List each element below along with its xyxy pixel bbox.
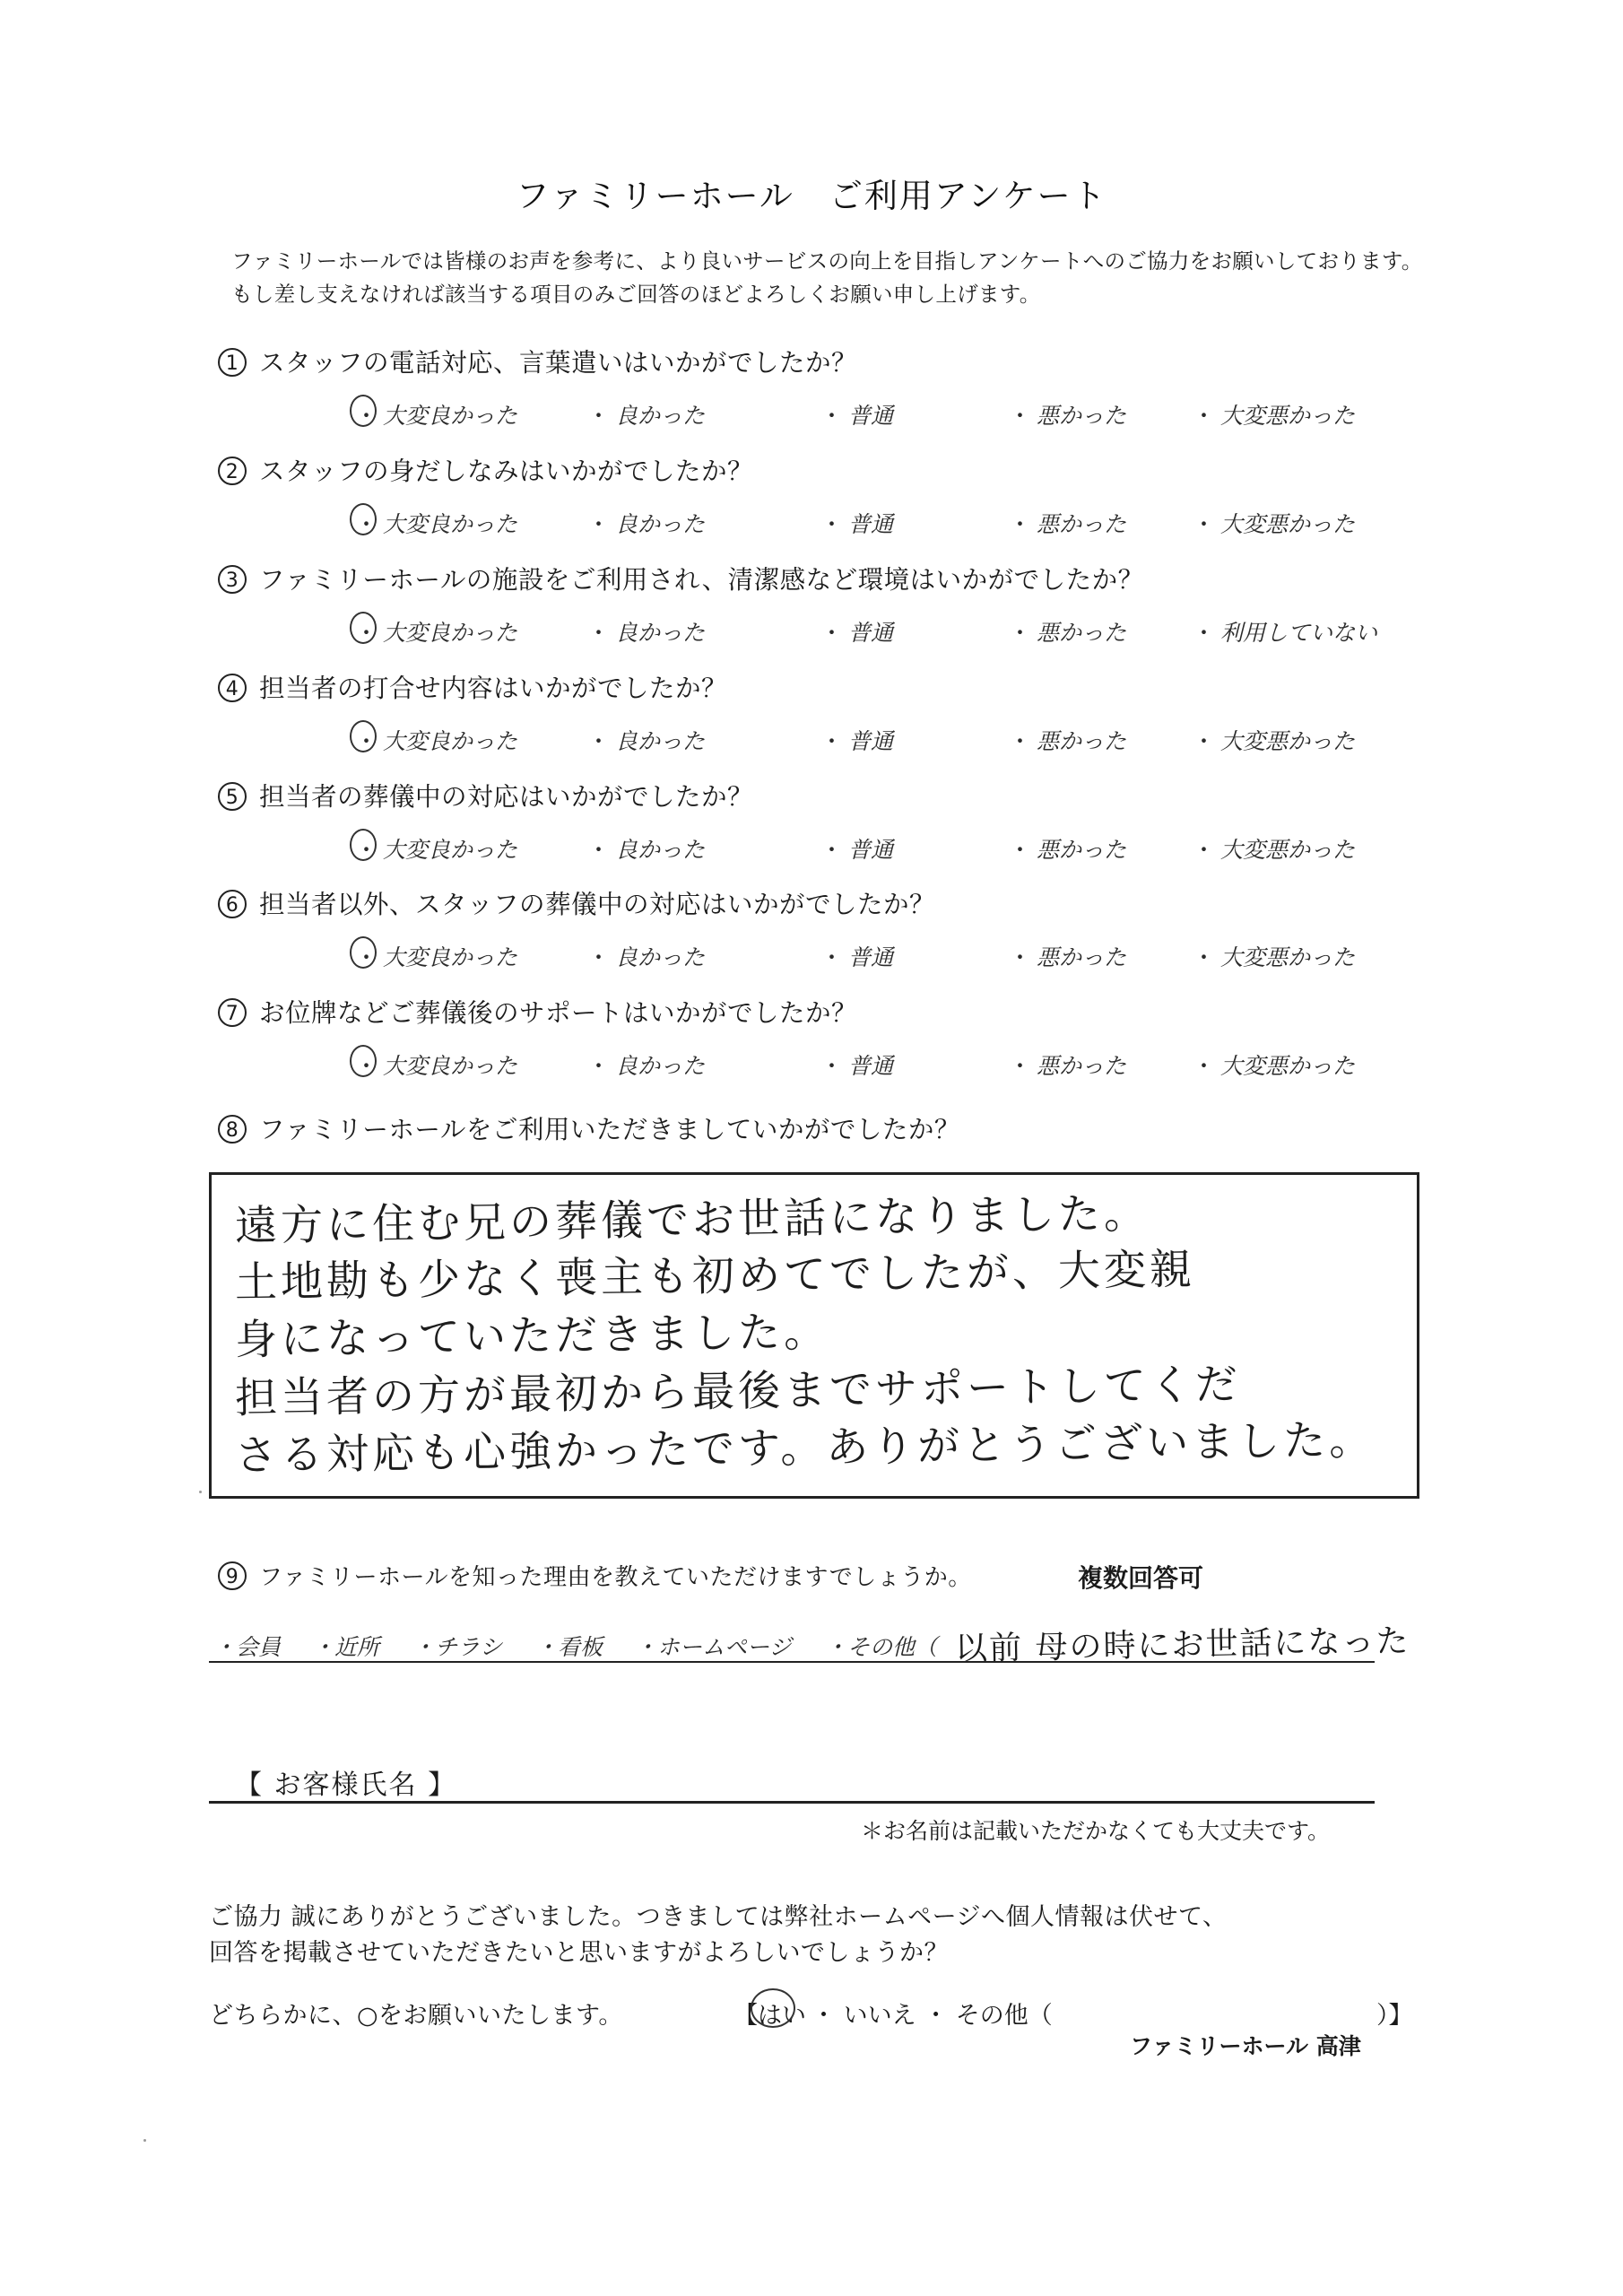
source-underline: [209, 1661, 1375, 1663]
intro-line-1: ファミリーホールでは皆様のお声を参考に、より良いサービスの向上を目指しアンケートへのご協力をお願いしております。: [231, 248, 1423, 274]
source-option-other[interactable]: ・その他（: [825, 1634, 938, 1660]
rating-option[interactable]: [1009, 398, 1126, 430]
option-label: 大変良かった: [383, 620, 518, 646]
rating-option[interactable]: [355, 615, 517, 648]
option-label: 普通: [848, 728, 894, 754]
option-bullet: ・: [587, 511, 611, 537]
rating-option[interactable]: [1009, 940, 1126, 972]
question-5: [218, 777, 753, 813]
option-bullet: ・: [1193, 620, 1216, 646]
rating-option[interactable]: [587, 615, 705, 648]
question-number: 8: [218, 1115, 247, 1144]
customer-name-note: ＊お名前は記載いただかなくても大丈夫です。: [861, 1818, 1331, 1844]
option-label: 大変良かった: [383, 511, 518, 537]
selected-circle-mark: [350, 936, 377, 969]
question-text: 担当者の葬儀中の対応はいかがでしたか？: [259, 782, 754, 812]
selected-circle-mark: [350, 395, 377, 427]
option-bullet: ・: [355, 728, 378, 754]
question-3: [218, 560, 1144, 596]
question-text: ファミリーホールの施設をご利用され、清潔感など環境はいかがでしたか？: [259, 565, 1144, 595]
survey-title: ファミリーホール ご利用アンケート: [516, 177, 1107, 215]
selected-circle-mark: [350, 1045, 377, 1077]
option-bullet: ・: [1009, 1053, 1032, 1079]
option-label: 大変悪かった: [1220, 403, 1356, 429]
rating-option[interactable]: [820, 615, 893, 648]
question-number: 7: [218, 998, 247, 1027]
question-text: 担当者の打合せ内容はいかがでしたか？: [259, 674, 728, 703]
rating-option[interactable]: [587, 832, 705, 865]
option-label: 普通: [848, 1053, 894, 1079]
question-text: ファミリーホールを知った理由を教えていただけますでしょうか。: [259, 1564, 972, 1591]
scan-speck: [199, 1491, 202, 1493]
option-bullet: ・: [355, 944, 378, 970]
option-bullet: ・: [355, 403, 378, 429]
rating-option[interactable]: [820, 832, 893, 865]
question-number: 2: [218, 457, 247, 485]
option-bullet: ・: [1193, 728, 1216, 754]
option-bullet: ・: [587, 944, 611, 970]
rating-option[interactable]: [1009, 724, 1126, 756]
rating-option[interactable]: [1193, 1048, 1355, 1081]
option-label: 大変良かった: [383, 1053, 518, 1079]
question-number: 5: [218, 782, 247, 811]
choice-no-other[interactable]: ・ いいえ ・ その他（: [812, 2002, 1053, 2030]
rating-option[interactable]: [820, 724, 893, 756]
question-1: [218, 343, 857, 379]
selected-circle-mark: [350, 503, 377, 535]
option-label: 大変良かった: [383, 728, 518, 754]
source-option-homepage[interactable]: ・ホームページ: [635, 1634, 792, 1660]
option-label: 良かった: [615, 1053, 706, 1079]
rating-option[interactable]: [1193, 398, 1355, 430]
option-bullet: ・: [820, 944, 844, 970]
question-9: [218, 1559, 972, 1592]
comment-line-1: 遠方に住む兄の葬儀でお世話になりました。: [234, 1188, 1150, 1251]
question-text: スタッフの電話対応、言葉遣いはいかがでしたか？: [259, 348, 858, 378]
option-label: 悪かった: [1037, 728, 1127, 754]
question-number: 4: [218, 674, 247, 702]
question-8: [218, 1109, 960, 1146]
option-bullet: ・: [1193, 837, 1216, 863]
option-label: 悪かった: [1037, 1053, 1127, 1079]
rating-option[interactable]: [355, 507, 517, 539]
option-label: 大変悪かった: [1220, 944, 1356, 970]
multi-answer-label: 複数回答可: [1078, 1563, 1204, 1593]
rating-option[interactable]: [1193, 615, 1377, 648]
question-text: ファミリーホールをご利用いただきましていかがでしたか？: [259, 1115, 960, 1144]
option-label: 悪かった: [1037, 837, 1127, 863]
comment-line-3: 身になっていただきました。: [234, 1307, 830, 1365]
selected-circle-mark: [350, 612, 377, 644]
question-7: [218, 993, 857, 1030]
option-bullet: ・: [820, 1053, 844, 1079]
closing-line-2: 回答を掲載させていただきたいと思いますがよろしいでしょうか？: [209, 1939, 949, 1967]
option-label: 大変良かった: [383, 837, 518, 863]
option-bullet: ・: [1009, 837, 1032, 863]
option-label: 大変良かった: [383, 403, 518, 429]
choice-open-bracket: 【: [733, 2002, 758, 2030]
customer-name-label: 【 お客様氏名 】: [235, 1770, 457, 1801]
option-label: 大変悪かった: [1220, 1053, 1356, 1079]
rating-option[interactable]: [355, 1048, 517, 1081]
option-bullet: ・: [1009, 403, 1032, 429]
question-number: 3: [218, 565, 247, 594]
selected-circle-mark: [350, 829, 377, 861]
rating-option[interactable]: [820, 507, 893, 539]
comment-line-2: 土地勘も少なく喪主も初めてでしたが、大変親: [234, 1245, 1196, 1308]
option-bullet: ・: [1009, 944, 1032, 970]
option-bullet: ・: [1009, 620, 1032, 646]
comment-line-5: さる対応も心強かったです。ありがとうございました。: [234, 1415, 1376, 1481]
option-bullet: ・: [587, 403, 611, 429]
choice-yes[interactable]: はい: [758, 2002, 806, 2030]
option-bullet: ・: [1009, 511, 1032, 537]
option-bullet: ・: [1193, 403, 1216, 429]
option-bullet: ・: [355, 837, 378, 863]
intro-line-2: もし差し支えなければ該当する項目のみご回答のほどよろしくお願い申し上げます。: [231, 282, 1041, 307]
rating-option[interactable]: [355, 398, 517, 430]
rating-option[interactable]: [1009, 832, 1126, 865]
option-label: 大変悪かった: [1220, 511, 1356, 537]
option-label: 良かった: [615, 620, 706, 646]
rating-option[interactable]: [820, 1048, 893, 1081]
question-text: 担当者以外、スタッフの葬儀中の対応はいかがでしたか？: [259, 890, 936, 919]
question-number: 9: [218, 1561, 247, 1590]
option-bullet: ・: [820, 403, 844, 429]
option-bullet: ・: [355, 511, 378, 537]
question-number: 1: [218, 348, 247, 377]
rating-option[interactable]: [1193, 724, 1355, 756]
rating-option[interactable]: [1193, 832, 1355, 865]
option-label: 良かった: [615, 728, 706, 754]
option-bullet: ・: [1193, 511, 1216, 537]
customer-name-field[interactable]: [209, 1801, 1375, 1804]
option-label: 良かった: [615, 511, 706, 537]
option-label: 良かった: [615, 403, 706, 429]
option-label: 大変悪かった: [1220, 837, 1356, 863]
option-bullet: ・: [1009, 728, 1032, 754]
option-bullet: ・: [355, 1053, 378, 1079]
closing-line-1: ご協力 誠にありがとうございました。つきましては弊社ホームページへ個人情報は伏せて、: [209, 1903, 1228, 1931]
option-label: 普通: [848, 944, 894, 970]
option-label: 悪かった: [1037, 403, 1127, 429]
rating-option[interactable]: [820, 398, 893, 430]
option-label: 良かった: [615, 944, 706, 970]
closing-prompt: どちらかに、○をお願いいたします。: [209, 2002, 623, 2030]
option-bullet: ・: [587, 1053, 611, 1079]
question-4: [218, 668, 727, 705]
rating-option[interactable]: [1193, 507, 1355, 539]
option-bullet: ・: [587, 728, 611, 754]
comment-line-4: 担当者の方が最初から最後までサポートしてくだ: [234, 1360, 1242, 1423]
option-label: 悪かった: [1037, 511, 1127, 537]
option-label: 悪かった: [1037, 944, 1127, 970]
rating-option[interactable]: [820, 940, 893, 972]
option-label: 大変良かった: [383, 944, 518, 970]
source-option-flyer[interactable]: ・チラシ: [412, 1634, 503, 1660]
choice-close-bracket: ）】: [1376, 2002, 1413, 2030]
rating-option[interactable]: [587, 724, 705, 756]
option-label: 良かった: [615, 837, 706, 863]
option-bullet: ・: [820, 620, 844, 646]
option-label: 普通: [848, 403, 894, 429]
rating-option[interactable]: [1193, 940, 1355, 972]
rating-option[interactable]: [587, 1048, 705, 1081]
option-bullet: ・: [1193, 1053, 1216, 1079]
selected-circle-mark: [350, 720, 377, 752]
question-number: 6: [218, 890, 247, 918]
source-other-answer: 以前 母の時にお世話になった: [954, 1622, 1410, 1668]
option-label: 悪かった: [1037, 620, 1127, 646]
source-option-signboard[interactable]: ・看板: [535, 1634, 603, 1660]
signature: ファミリーホール 高津: [1130, 2033, 1361, 2059]
rating-option[interactable]: [1009, 1048, 1126, 1081]
question-text: スタッフの身だしなみはいかがでしたか？: [259, 457, 754, 486]
selected-circle-mark: [751, 1988, 795, 2028]
option-bullet: ・: [1193, 944, 1216, 970]
source-option-nearby[interactable]: ・近所: [312, 1634, 380, 1660]
option-bullet: ・: [820, 728, 844, 754]
option-bullet: ・: [587, 620, 611, 646]
rating-option[interactable]: [587, 507, 705, 539]
rating-option[interactable]: [355, 940, 517, 972]
option-label: 普通: [848, 837, 894, 863]
option-bullet: ・: [820, 837, 844, 863]
rating-option[interactable]: [1009, 507, 1126, 539]
rating-option[interactable]: [355, 832, 517, 865]
option-label: 普通: [848, 620, 894, 646]
rating-option[interactable]: [587, 398, 705, 430]
question-6: [218, 884, 935, 921]
option-bullet: ・: [587, 837, 611, 863]
source-option-member[interactable]: ・会員: [213, 1634, 282, 1660]
scan-speck: [143, 2139, 146, 2142]
option-bullet: ・: [820, 511, 844, 537]
rating-option[interactable]: [355, 724, 517, 756]
rating-option[interactable]: [587, 940, 705, 972]
option-label: 大変悪かった: [1220, 728, 1356, 754]
option-bullet: ・: [355, 620, 378, 646]
question-text: お位牌などご葬儀後のサポートはいかがでしたか？: [259, 998, 858, 1028]
option-label: 利用していない: [1220, 620, 1378, 646]
rating-option[interactable]: [1009, 615, 1126, 648]
option-label: 普通: [848, 511, 894, 537]
question-2: [218, 451, 753, 488]
